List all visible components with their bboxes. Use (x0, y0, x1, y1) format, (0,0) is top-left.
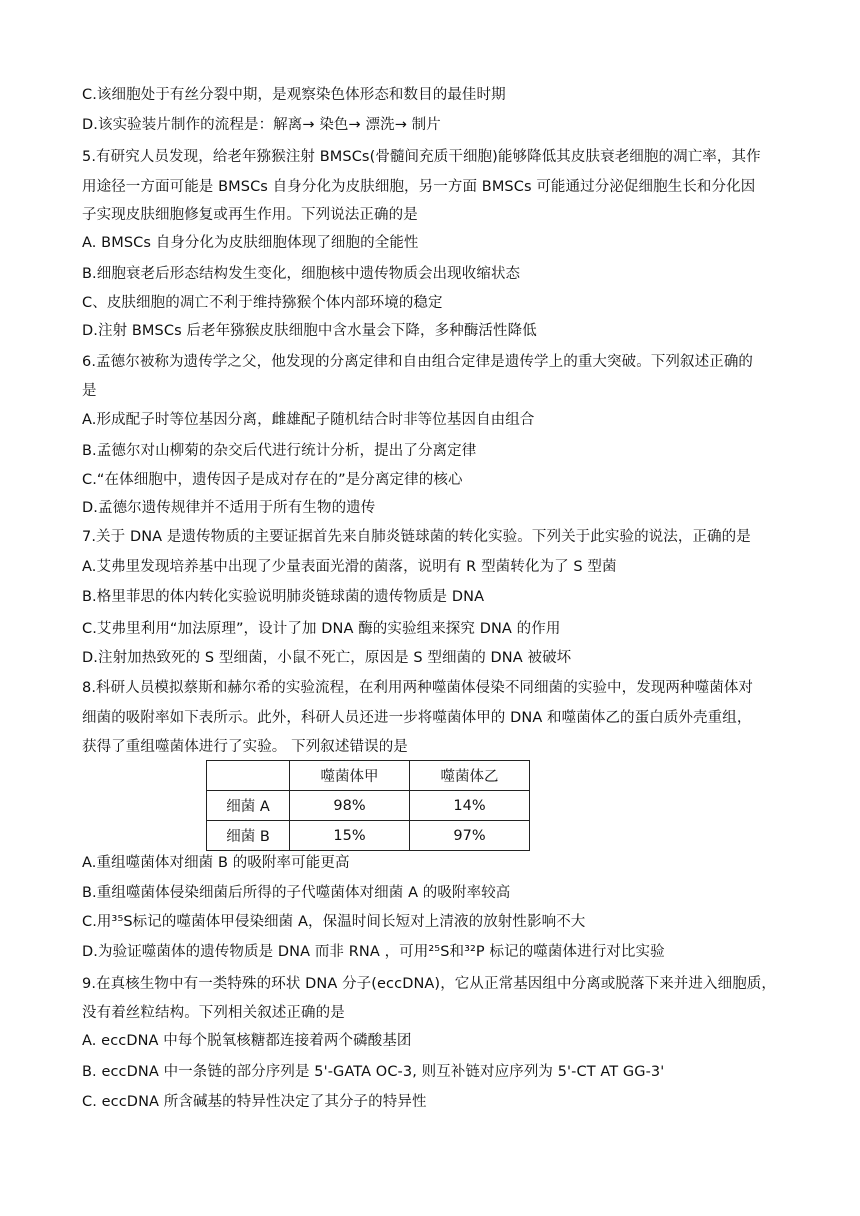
option-c-q4: C.该细胞处于有丝分裂中期，是观察染色体形态和数目的最佳时期 (82, 87, 506, 103)
question-8-line3: 获得了重组噬菌体进行了实验。 下列叙述错误的是 (82, 739, 408, 755)
option-b-q5: B.细胞衰老后形态结构发生变化，细胞核中遗传物质会出现收缩状态 (82, 266, 521, 282)
question-5-line2: 用途径一方面可能是 BMSCs 自身分化为皮肤细胞，另一方面 BMSCs 可能通过分泌促细胞生长和分化因 (82, 179, 756, 195)
adsorption-rate-table (206, 760, 530, 851)
question-8-line2: 细菌的吸附率如下表所示。此外，科研人员还进一步将噬菌体甲的 DNA 和噬菌体乙的蛋白质外壳重组， (82, 710, 752, 726)
table-header-cell: 噬菌体乙 (410, 761, 530, 791)
option-b-q7: B.格里菲思的体内转化实验说明肺炎链球菌的遗传物质是 DNA (82, 589, 485, 605)
option-a-q8: A.重组噬菌体对细菌 B 的吸附率可能更高 (82, 855, 350, 871)
option-c-q6: C.“在体细胞中，遗传因子是成对存在的”是分离定律的核心 (82, 472, 463, 488)
option-b-q8: B.重组噬菌体侵染细菌后所得的子代噬菌体对细菌 A 的吸附率较高 (82, 885, 511, 901)
question-9-line1: 9.在真核生物中有一类特殊的环状 DNA 分子(eccDNA)，它从正常基因组中分离或脱落下来并进入细胞质， (82, 976, 776, 992)
option-c-q7: C.艾弗里利用“加法原理”，设计了加 DNA 酶的实验组来探究 DNA 的作用 (82, 621, 561, 637)
option-a-q5: A. BMSCs 自身分化为皮肤细胞体现了细胞的全能性 (82, 235, 419, 251)
question-8-line1: 8.科研人员模拟蔡斯和赫尔希的实验流程，在利用两种噬菌体侵染不同细菌的实验中，发现两种噬菌体对 (82, 680, 754, 696)
table-cell: 14% (410, 791, 530, 821)
question-5-line1: 5.有研究人员发现，给老年猕猴注射 BMSCs(骨髓间充质干细胞)能够降低其皮肤衰老细胞的凋亡率，其作 (82, 149, 761, 165)
table-row (207, 791, 530, 821)
option-d-q7: D.注射加热致死的 S 型细菌，小鼠不死亡，原因是 S 型细菌的 DNA 被破坏 (82, 650, 572, 666)
option-b-q9: B. eccDNA 中一条链的部分序列是 5'-GATA OC-3, 则互补链对应序列为 5'-CT AT GG-3' (82, 1064, 665, 1080)
table-cell: 细菌 A (207, 791, 290, 821)
table-cell: 15% (290, 821, 410, 851)
table-cell: 97% (410, 821, 530, 851)
option-d-q6: D.孟德尔遗传规律并不适用于所有生物的遗传 (82, 500, 376, 516)
table-header-row (207, 761, 530, 791)
table-header-cell (207, 761, 290, 791)
question-6-line1: 6.孟德尔被称为遗传学之父，他发现的分离定律和自由组合定律是遗传学上的重大突破。下列叙述正确的 (82, 354, 754, 370)
option-a-q7: A.艾弗里发现培养基中出现了少量表面光滑的菌落，说明有 R 型菌转化为了 S 型菌 (82, 559, 617, 575)
question-9-line2: 没有着丝粒结构。下列相关叙述正确的是 (82, 1005, 345, 1021)
option-d-q5: D.注射 BMSCs 后老年猕猴皮肤细胞中含水量会下降，多种酶活性降低 (82, 323, 537, 339)
option-d-q4: D.该实验装片制作的流程是：解离→ 染色→ 漂洗→ 制片 (82, 117, 441, 133)
question-7: 7.关于 DNA 是遗传物质的主要证据首先来自肺炎链球菌的转化实验。下列关于此实验的说法，正确的是 (82, 529, 751, 545)
question-5-line3: 子实现皮肤细胞修复或再生作用。下列说法正确的是 (82, 207, 418, 223)
table-cell: 98% (290, 791, 410, 821)
option-d-q8: D.为验证噬菌体的遗传物质是 DNA 而非 RNA ，可用²⁵S和³²P 标记的噬菌体进行对比实验 (82, 944, 665, 960)
option-a-q6: A.形成配子时等位基因分离，雌雄配子随机结合时非等位基因自由组合 (82, 412, 535, 428)
option-b-q6: B.孟德尔对山柳菊的杂交后代进行统计分析，提出了分离定律 (82, 443, 477, 459)
option-a-q9: A. eccDNA 中每个脱氧核糖都连接着两个磷酸基团 (82, 1033, 412, 1049)
table-header-cell: 噬菌体甲 (290, 761, 410, 791)
option-c-q9: C. eccDNA 所含碱基的特异性决定了其分子的特异性 (82, 1094, 427, 1110)
table-row (207, 821, 530, 851)
question-6-line2: 是 (82, 383, 97, 399)
table-cell: 细菌 B (207, 821, 290, 851)
option-c-q5: C、皮肤细胞的凋亡不利于维持猕猴个体内部环境的稳定 (82, 295, 443, 311)
option-c-q8: C.用³⁵S标记的噬菌体甲侵染细菌 A，保温时间长短对上清液的放射性影响不大 (82, 914, 586, 930)
